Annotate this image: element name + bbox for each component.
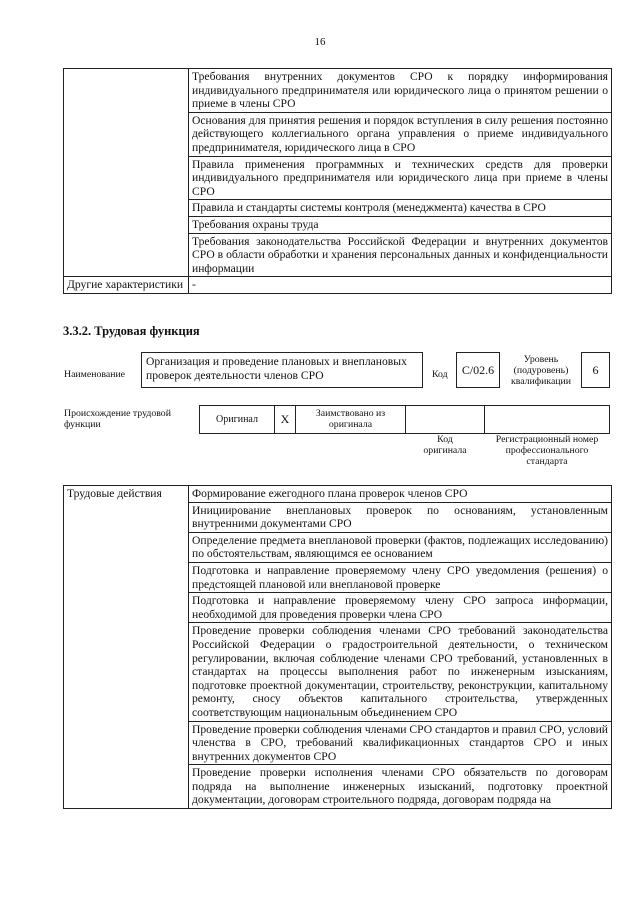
original-mark-cell: X bbox=[274, 405, 296, 434]
function-name-box: Организация и проведение плановых и внеплановых проверок деятельности членов СРО bbox=[141, 352, 423, 388]
table-row: Проведение проверки соблюдения членами СРО требований законодательства Российской Федерации о градостроительной деятельности, о техническом регулировании, включая соблюдение членами СРО требований, установленных в стандартах на процессы выполнения работ по инженерным изысканиям, подготовке проектной документации, строительству, реконструкции, капитальному ремонту, сносу объектов капитального строительства, утвержденных соответствующим национальным объединением СРО bbox=[189, 623, 612, 721]
table-row: Определение предмета внеплановой проверки (фактов, подлежащих исследованию) по обстоятельствам, являющимся ее основанием bbox=[189, 532, 612, 562]
original-code-caption: Код оригинала bbox=[423, 434, 467, 456]
table-row: Правила применения программных и технических средств для проверки индивидуального предпринимателя или юридического лица при приеме в члены СРО bbox=[189, 156, 612, 200]
name-label: Наименование bbox=[64, 369, 126, 380]
table-row: Требования охраны труда bbox=[189, 216, 612, 233]
level-label: Уровень (подуровень) квалификации bbox=[510, 354, 572, 387]
original-cell: Оригинал bbox=[199, 405, 275, 434]
table-row: Подготовка и направление проверяемому члену СРО уведомления (решения) о предстоящей плановой или внеплановой проверке bbox=[189, 562, 612, 592]
table-row: Правила и стандарты системы контроля (менеджмента) качества в СРО bbox=[189, 200, 612, 217]
registration-number-cell bbox=[484, 405, 610, 434]
other-characteristics-value: - bbox=[189, 277, 612, 294]
table-row: Требования законодательства Российской Федерации и внутренних документов СРО в области обработки и хранения персональных данных и конфиденциальности информации bbox=[189, 233, 612, 277]
labor-actions-table bbox=[63, 485, 612, 809]
table-row: Формирование ежегодного плана проверок членов СРО bbox=[189, 486, 612, 503]
table-row: Проведение проверки соблюдения членами СРО стандартов и правил СРО, условий членства в СРО, требований квалификационных стандартов СРО и иных внутренних документов СРО bbox=[189, 721, 612, 765]
table-row: Требования внутренних документов СРО к порядку информирования индивидуального предпринимателя или юридического лица о принятом решении о приеме в члены СРО bbox=[189, 69, 612, 113]
table-row: Подготовка и направление проверяемому члену СРО запроса информации, необходимой для проведения проверки члена СРО bbox=[189, 593, 612, 623]
knowledge-table bbox=[63, 68, 612, 294]
borrowed-cell: Заимствовано из оригинала bbox=[295, 405, 406, 434]
section-title: 3.3.2. Трудовая функция bbox=[63, 324, 200, 338]
page-number: 16 bbox=[314, 36, 326, 48]
registration-number-caption: Регистрационный номер профессионального стандарта bbox=[495, 434, 599, 467]
labor-actions-label: Трудовые действия bbox=[64, 486, 189, 809]
original-code-cell bbox=[405, 405, 485, 434]
origin-label: Происхождение трудовой функции bbox=[64, 408, 171, 430]
other-characteristics-label: Другие характеристики bbox=[64, 277, 189, 294]
table-row: Основания для принятия решения и порядок вступления в силу решения постоянно действующего коллегиального органа управления о приеме индивидуального предпринимателя, юридического лица в СРО bbox=[189, 112, 612, 156]
table-row: Проведение проверки исполнения членами СРО обязательств по договорам подряда на выполнение инженерных изысканий, подготовку проектной документации, договорам строительного подряда, договорам подряда на bbox=[189, 765, 612, 809]
code-value-box: С/02.6 bbox=[456, 352, 500, 388]
empty-label-cell bbox=[64, 69, 189, 277]
level-value-box: 6 bbox=[581, 352, 610, 388]
table-row: Инициирование внеплановых проверок по основаниям, установленным внутренними документами СРО bbox=[189, 502, 612, 532]
code-label: Код bbox=[432, 369, 448, 380]
